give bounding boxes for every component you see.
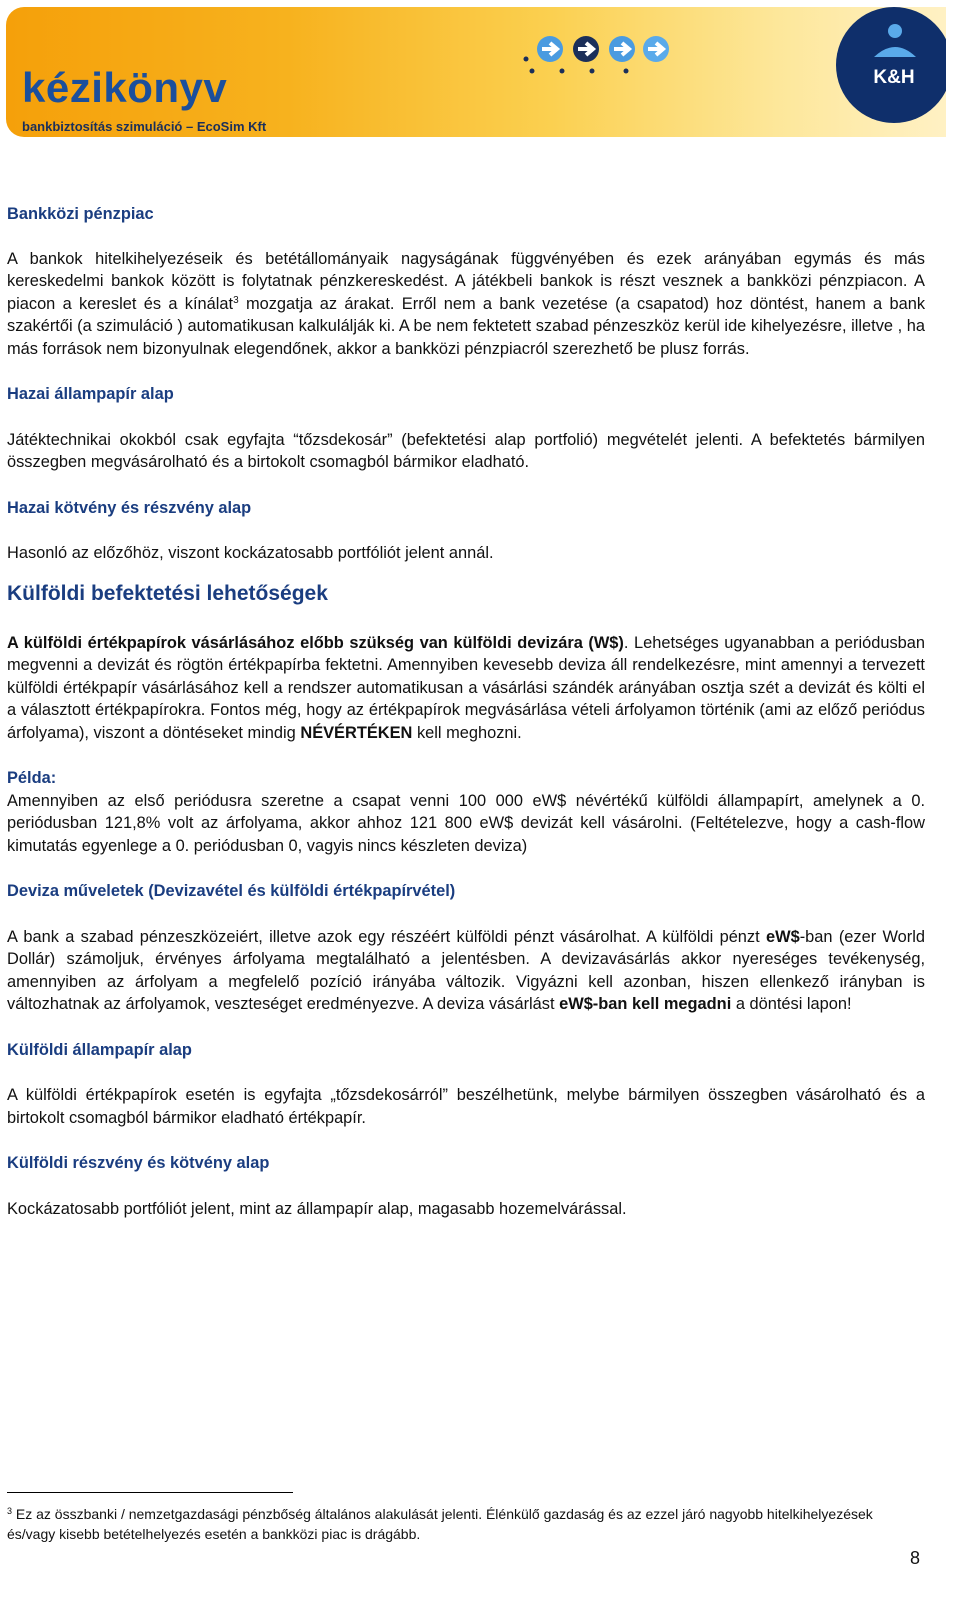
dot-icon <box>590 69 595 74</box>
arrow-right-icon <box>643 36 669 62</box>
dot-icon <box>530 69 535 74</box>
dot-icon <box>560 69 565 74</box>
heading-domestic-equity-fund: Hazai kötvény és részvény alap <box>7 498 252 517</box>
text-span: A bank a szabad pénzeszközeiért, illetve azok egy részéért külföldi pénzt vásárolhat. A külföldi pénzt <box>7 927 766 946</box>
heading-foreign-investment: Külföldi befektetési lehetőségek <box>7 581 328 605</box>
footnote <box>7 1504 907 1544</box>
dot-icon <box>524 57 529 62</box>
paragraph-foreign-bond-fund: A külföldi értékpapírok esetén is egyfajta „tőzsdekosárról” beszélhetünk, melybe bármilyen összegben vásárolható és a birtokolt csomagból bármikor eladható értékpapír. <box>7 1086 925 1127</box>
dot-icon <box>624 69 629 74</box>
example-text: Amennyiben az első periódusra szeretne a csapat venni 100 000 eW$ névértékű külföldi állampapírt, amelynek a 0. periódusban 121,8% volt az árfolyama, akkor ahhoz 121 800 eW$ devizát kell vásárolni. (Feltételezve, hogy a cash-flow kimutatás egyenlege a 0. periódusban 0, vagyis nincs készleten deviza) <box>7 791 925 855</box>
page-number: 8 <box>910 1548 921 1568</box>
kh-logo <box>836 7 946 123</box>
text-span: kell meghozni. <box>412 723 522 742</box>
paragraph-foreign-equity-fund: Kockázatosabb portfóliót jelent, mint az állampapír alap, magasabb hozemelvárással. <box>7 1199 627 1218</box>
example-label: Példa: <box>7 769 57 787</box>
kh-mark-icon <box>872 23 918 59</box>
text-span: . Lehetséges ugyanabban a periódusban megvenni a devizát és rögtön értékpapírba fektetni. Amennyiben kevesebb deviza áll rendelkezésre, mint amennyi a tervezett külföldi értékpapír vásárlásához kell a rendszer automatikusan a vásárlási szándék arányában osztja szét a devizát és költi el a választott értékpapírokra. Fontos még, hogy az értékpapírok megvásárlása vételi árfolyamon történik (ami az előző periódus árfolyama), viszont a döntéseket mindig <box>7 633 925 742</box>
footnote-number: 3 <box>7 1506 13 1516</box>
paragraph-foreign-investment <box>7 632 925 745</box>
arrow-right-icon <box>573 36 599 62</box>
bold-text: eW$ <box>766 927 800 946</box>
bold-text: NÉVÉRTÉKEN <box>300 723 413 742</box>
bold-text: eW$-ban kell megadni <box>559 995 732 1013</box>
arrow-right-icon <box>609 36 635 62</box>
text-span: A bankok hitelkihelyezéseik és betétállományaik nagyságának függvényében és ezek arányában egymás és más kereskedelmi bankok között is folytatnak pénzkereskedést. A játékbeli bankok is részt vesznek a bankközi pénzpiacon. A piacon a kereslet és a kínálat <box>7 249 925 313</box>
banner-subtitle: bankbiztosítás szimuláció – EcoSim Kft <box>22 119 267 134</box>
bold-text: A külföldi értékpapírok vásárlásához előbb szükség van külföldi devizára (W$) <box>7 633 624 652</box>
paragraph-domestic-bond-fund: Játéktechnikai okokból csak egyfajta “tőzsdekosár” (befektetési alap portfolió) megvételét jelenti. A befektetés bármilyen összegben megvásárolható és a birtokolt csomagból bármikor eladható. <box>7 430 925 471</box>
text-span: mozgatja az árakat. Erről nem a bank vezetése (a csapatod) hoz döntést, hanem a bank szakértői (a szimuláció ) automatikusan kalkulálják ki. A be nem fektetett szabad pénzeszköz kerül ide kihelyezésre, illetve , ha más források nem bizonyulnak elegendőnek, akkor a bankközi pénzpiacról szerezhető be plusz forrás. <box>7 294 926 358</box>
heading-foreign-bond-fund: Külföldi állampapír alap <box>7 1040 192 1059</box>
header-banner <box>6 7 946 137</box>
heading-interbank: Bankközi pénzpiac <box>7 205 154 223</box>
document-body <box>7 203 925 1220</box>
paragraph-fx-operations <box>7 926 925 1016</box>
banner-title: kézikönyv <box>22 64 228 111</box>
text-span: a döntési lapon! <box>731 995 852 1013</box>
heading-domestic-bond-fund: Hazai állampapír alap <box>7 385 174 403</box>
footnote-divider <box>7 1492 293 1493</box>
footnote-ref: 3 <box>233 294 239 306</box>
paragraph-interbank <box>7 248 925 361</box>
arrow-right-icon <box>537 36 563 62</box>
text-span: -ban (ezer World Dollár) számoljuk, érvényes árfolyama megtalálható a jelentésben. A devizavásárlás akkor nyereséges tevékenység, amennyiben az árfolyam a megfelelő pozíció irányába változik. Vigyázni kell azonban, hiszen ellenkező irányban is változhatnak az árfolyamok, veszteséget eredményezve. A deviza vásárlást <box>7 927 925 1013</box>
heading-fx-operations: Deviza műveletek (Devizavétel és külföldi értékpapírvétel) <box>7 882 456 900</box>
paragraph-domestic-equity-fund: Hasonló az előzőhöz, viszont kockázatosabb portfóliót jelent annál. <box>7 544 494 562</box>
footnote-text: Ez az összbanki / nemzetgazdasági pénzbőség általános alakulását jelenti. Élénkülő gazdaság és az ezzel járó nagyobb hitelkihelyezések és/vagy kisebb betételhelyezés esetén a bankközi piac is drágább. <box>7 1506 873 1542</box>
kh-logo-text: K&H <box>873 67 915 88</box>
heading-foreign-equity-fund: Külföldi részvény és kötvény alap <box>7 1154 270 1172</box>
arrow-icons <box>522 29 702 79</box>
